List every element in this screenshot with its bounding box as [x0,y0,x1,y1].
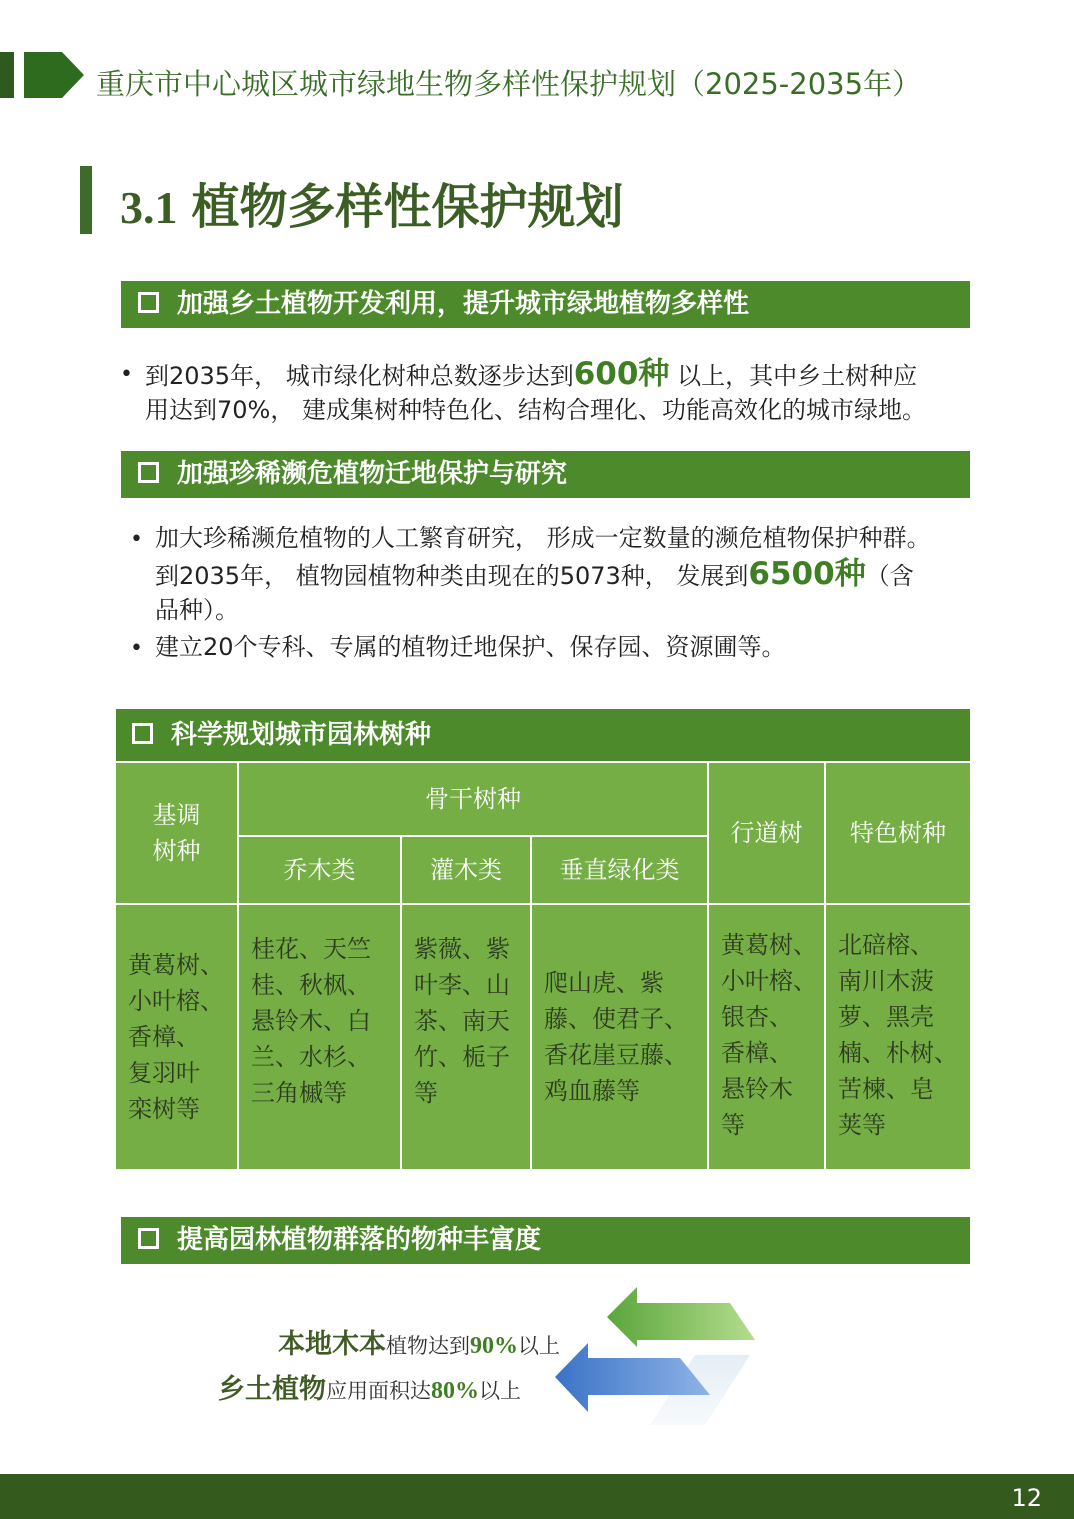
highlight-value: 600种 [573,356,670,392]
heading-band-rare-plants [121,451,970,498]
text: 到2035年， 城市绿化树种总数逐步达到 [145,362,574,390]
heading-band-community [121,1217,970,1264]
page-number: 12 [1011,1484,1042,1512]
header-accent-bar [0,52,14,98]
section-accent-bar [80,166,92,234]
bullet-dot-icon: • [130,636,143,661]
header-featured-species: 特色树种 [826,763,970,903]
stat-text: 植物达到 [386,1334,470,1358]
checkbox-square-icon [138,292,159,313]
text: 到2035年， 植物园植物种类由现在的5073种， 发展到 [155,562,749,590]
stat-label-bold: 本地木本 [278,1329,386,1360]
band-heading: 加强乡土植物开发利用，提升城市绿地植物多样性 [177,289,750,319]
paragraph-line: 加大珍稀濒危植物的人工繁育研究， 形成一定数量的濒危植物保护种群。 [155,524,931,552]
table-heading-band [116,709,970,761]
tree-species-table [116,709,970,1169]
cell-vertical-greening: 爬山虎、紫 藤、使君子、 香花崖豆藤、 鸡血藤等 [532,905,707,1169]
text: 以上，其中乡土树种应 [669,362,918,390]
header-base-species: 基调 树种 [116,763,237,903]
header-tree: 乔木类 [239,837,400,903]
section-title [120,168,624,237]
header-shrub: 灌木类 [402,837,530,903]
cell-base-species: 黄葛树、 小叶榕、 香樟、 复羽叶 栾树等 [116,905,237,1169]
band-heading: 提高园林植物群落的物种丰富度 [177,1225,542,1255]
stat-native-woody [278,1322,560,1361]
heading-band-native-plants [121,281,970,328]
table-heading: 科学规划城市园林树种 [171,720,432,750]
header-arrow-icon [24,52,84,98]
stat-native-plants [218,1367,521,1406]
stat-percent: 90% [470,1333,518,1359]
paragraph-line: 用达到70%， 建成集树种特色化、结构合理化、功能高效化的城市绿地。 [145,396,926,424]
checkbox-square-icon [132,723,153,744]
cell-street-tree: 黄葛树、 小叶榕、 银杏、 香樟、 悬铃木 等 [709,905,824,1169]
paragraph-line [155,556,914,594]
stat-label-bold: 乡土植物 [218,1374,326,1405]
highlight-value: 6500种 [748,556,866,592]
cell-featured-species: 北碚榕、 南川木菠 萝、黑壳 楠、朴树、 苦楝、皂 荚等 [826,905,970,1169]
band-heading: 加强珍稀濒危植物迁地保护与研究 [177,459,568,489]
paragraph-line [145,356,917,394]
page-footer [0,1474,1074,1519]
stat-suffix: 以上 [479,1379,521,1403]
document-title: 重庆市中心城区城市绿地生物多样性保护规划（2025-2035年） [96,67,922,101]
checkbox-square-icon [138,462,159,483]
paragraph-line: 品种）。 [155,596,239,624]
cell-tree: 桂花、天竺 桂、秋枫、 悬铃木、白 兰、水杉、 三角槭等 [239,905,400,1169]
stat-text: 应用面积达 [326,1379,431,1403]
bullet-dot-icon: • [130,527,143,552]
header-street-tree: 行道树 [709,763,824,903]
stat-percent: 80% [431,1378,479,1404]
cell-shrub: 紫薇、紫 叶李、山 茶、南天 竹、栀子 等 [402,905,530,1169]
bullet-dot-icon: • [120,362,133,387]
exchange-arrows-icon [555,1285,760,1430]
checkbox-square-icon [138,1228,159,1249]
section-number: 3.1 [120,182,178,233]
text: （含 [865,562,914,590]
header-backbone-species: 骨干树种 [239,763,707,835]
paragraph-line: 建立20个专科、专属的植物迁地保护、保存园、资源圃等。 [155,633,786,661]
section-title-text: 植物多样性保护规划 [191,179,624,235]
header-vertical-greening: 垂直绿化类 [532,837,707,903]
stat-suffix: 以上 [518,1334,560,1358]
